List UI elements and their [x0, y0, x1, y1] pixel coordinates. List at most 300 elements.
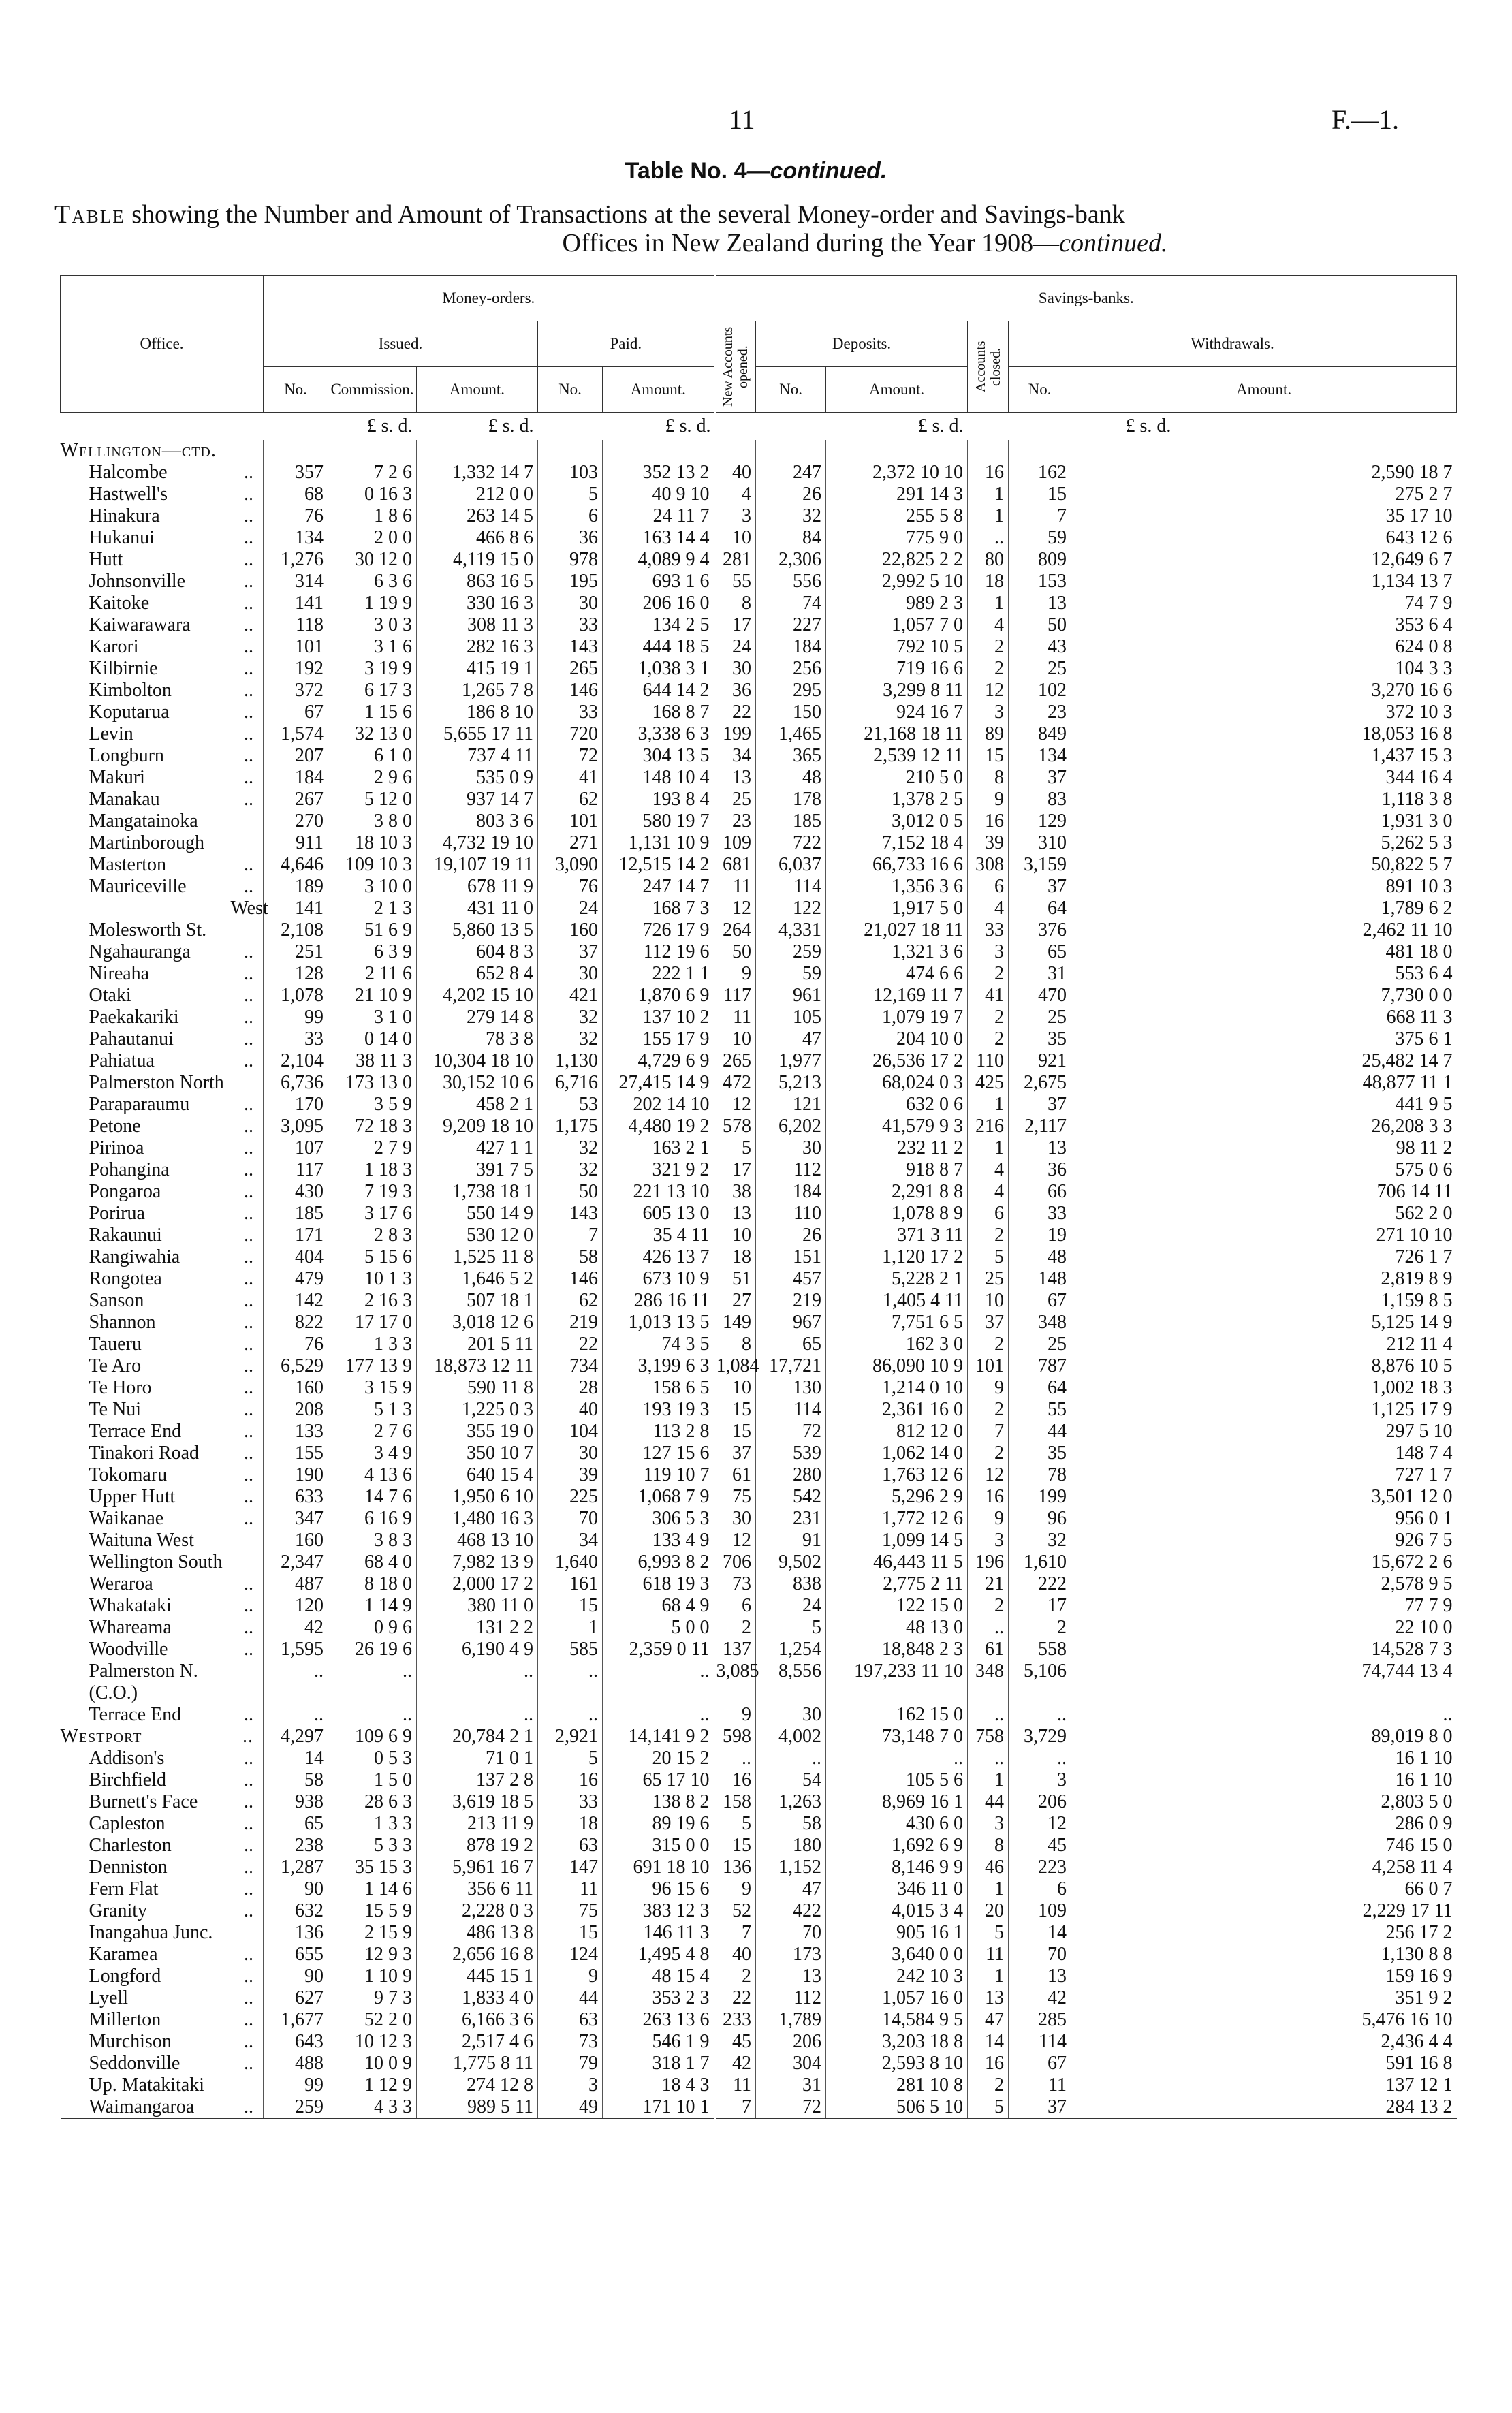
cell-paid-no: 2,921	[538, 1726, 603, 1748]
cell-new-accounts: 137	[715, 1639, 756, 1660]
cell-withdrawals-no: 83	[1009, 789, 1071, 810]
cell-withdrawals-no: 2,675	[1009, 1072, 1071, 1094]
cell-paid-amount: 318 1 7	[603, 2053, 715, 2075]
leader-dots: ..	[244, 1312, 253, 1333]
cell-office	[61, 1639, 264, 1660]
cell-new-accounts: 11	[715, 876, 756, 898]
cell-paid-amount: 96 15 6	[603, 1878, 715, 1900]
leader-dots: ..	[244, 1116, 253, 1137]
leader-dots: ..	[244, 1900, 253, 1921]
cell-office	[61, 1726, 264, 1748]
table-row	[61, 919, 1457, 941]
cell-paid-amount: 1,870 6 9	[603, 985, 715, 1007]
table-row	[61, 1159, 1457, 1181]
cell-commission: 177 13 9	[328, 1355, 417, 1377]
units-row	[61, 413, 1457, 441]
cell-issued-amount: 590 11 8	[417, 1377, 538, 1399]
cell-new-accounts: 7	[715, 2096, 756, 2119]
unit-amount-withdrawals: £ s. d.	[1125, 415, 1171, 437]
cell-issued-no: 6,529	[264, 1355, 328, 1377]
cell-issued-amount: 10,304 18 10	[417, 1050, 538, 1072]
caption-line2: Offices in New Zealand during the Year 1908—	[562, 229, 1060, 257]
cell-office	[61, 462, 264, 484]
cell-office	[61, 1704, 264, 1726]
cell-paid-amount: 48 15 4	[603, 1966, 715, 1987]
cell-deposits-amount: 1,057 16 0	[826, 1987, 968, 2009]
cell-office	[61, 1007, 264, 1028]
cell-issued-no: 2,108	[264, 919, 328, 941]
cell-withdrawals-no: 55	[1009, 1399, 1071, 1421]
cell-paid-no: 146	[538, 680, 603, 701]
cell-accounts-closed: 2	[968, 1595, 1009, 1617]
cell-withdrawals-no: 59	[1009, 527, 1071, 549]
cell-accounts-closed: 348	[968, 1660, 1009, 1682]
cell-issued-amount: 380 11 0	[417, 1595, 538, 1617]
office-name: Tokomaru	[89, 1464, 168, 1485]
cell-deposits-no: 219	[756, 1290, 826, 1312]
cell-paid-amount: 133 4 9	[603, 1530, 715, 1551]
cell-new-accounts: 9	[715, 1878, 756, 1900]
table-row	[61, 1442, 1457, 1464]
cell-accounts-closed: 2	[968, 2075, 1009, 2096]
cell-withdrawals-no: 96	[1009, 1508, 1071, 1530]
cell-withdrawals-no: 31	[1009, 963, 1071, 985]
cell-new-accounts: 472	[715, 1072, 756, 1094]
cell-commission: 51 6 9	[328, 919, 417, 941]
cell-paid-no: ..	[538, 1660, 603, 1682]
office-name: Wellington—ctd.	[60, 440, 217, 461]
cell-deposits-no: 65	[756, 1334, 826, 1355]
leader-dots: ..	[244, 1508, 253, 1529]
office-name: Waikanae	[89, 1508, 164, 1529]
cell-paid-amount: 1,068 7 9	[603, 1486, 715, 1508]
cell-issued-amount: 803 3 6	[417, 810, 538, 832]
cell-deposits-amount: 12,169 11 7	[826, 985, 968, 1007]
cell-deposits-no: 48	[756, 767, 826, 789]
cell-paid-amount: 605 13 0	[603, 1203, 715, 1225]
cell-commission: 5 15 6	[328, 1246, 417, 1268]
cell-deposits-amount: 1,356 3 6	[826, 876, 968, 898]
cell-new-accounts: 109	[715, 832, 756, 854]
cell-office	[61, 723, 264, 745]
cell-office	[61, 2075, 264, 2096]
office-name: Birchfield	[89, 1769, 167, 1791]
cell-paid-no: 72	[538, 745, 603, 767]
cell-issued-no: 133	[264, 1421, 328, 1442]
cell-paid-no	[538, 440, 603, 462]
cell-withdrawals-amount: 1,134 13 7	[1071, 571, 1457, 593]
cell-withdrawals-no: 3	[1009, 1769, 1071, 1791]
leader-dots: ..	[244, 593, 253, 614]
cell-deposits-no: 114	[756, 1399, 826, 1421]
office-name: Pirinoa	[89, 1137, 144, 1158]
cell-paid-no: 5	[538, 1748, 603, 1769]
cell-paid-amount: 546 1 9	[603, 2031, 715, 2053]
cell-issued-no: 99	[264, 1007, 328, 1028]
table-row	[61, 1878, 1457, 1900]
cell-issued-amount: 20,784 2 1	[417, 1726, 538, 1748]
cell-accounts-closed: 3	[968, 1813, 1009, 1835]
office-name: Hukanui	[89, 527, 155, 548]
cell-deposits-amount: 2,992 5 10	[826, 571, 968, 593]
cell-withdrawals-amount: 16 1 10	[1071, 1769, 1457, 1791]
cell-withdrawals-no: 199	[1009, 1486, 1071, 1508]
cell-paid-amount: 304 13 5	[603, 745, 715, 767]
cell-paid-no: 1,175	[538, 1116, 603, 1137]
cell-paid-no: 28	[538, 1377, 603, 1399]
cell-issued-no: 632	[264, 1900, 328, 1922]
cell-withdrawals-no: 114	[1009, 2031, 1071, 2053]
office-name: Pongaroa	[89, 1181, 161, 1202]
cell-withdrawals-amount: 1,002 18 3	[1071, 1377, 1457, 1399]
cell-withdrawals-amount: 159 16 9	[1071, 1966, 1457, 1987]
cell-paid-no: 63	[538, 1835, 603, 1857]
cell-deposits-no: ..	[756, 1748, 826, 1769]
leader-dots: ..	[244, 1203, 253, 1224]
cell-commission: 2 16 3	[328, 1290, 417, 1312]
cell-office	[61, 1290, 264, 1312]
cell-deposits-amount: 3,203 18 8	[826, 2031, 968, 2053]
cell-withdrawals-amount	[1071, 1682, 1457, 1704]
table-row	[61, 832, 1457, 854]
cell-deposits-amount: 1,405 4 11	[826, 1290, 968, 1312]
cell-issued-no: 1,574	[264, 723, 328, 745]
cell-issued-amount: 2,228 0 3	[417, 1900, 538, 1922]
cell-deposits-amount: 474 6 6	[826, 963, 968, 985]
leader-dots: ..	[244, 963, 253, 984]
office-name: Petone	[89, 1116, 141, 1137]
cell-paid-amount: 168 7 3	[603, 898, 715, 919]
cell-office	[61, 2053, 264, 2075]
caption-lead: Table	[54, 200, 125, 229]
cell-new-accounts: 8	[715, 593, 756, 614]
cell-deposits-no: 70	[756, 1922, 826, 1944]
cell-deposits-amount: 204 10 0	[826, 1028, 968, 1050]
leader-dots: ..	[244, 505, 253, 526]
office-name: Murchison	[89, 2031, 172, 2052]
cell-withdrawals-no: 17	[1009, 1595, 1071, 1617]
leader-dots: ..	[244, 571, 253, 592]
cell-issued-no: 160	[264, 1377, 328, 1399]
cell-issued-amount: 863 16 5	[417, 571, 538, 593]
cell-accounts-closed: 5	[968, 1246, 1009, 1268]
cell-deposits-amount: 346 11 0	[826, 1878, 968, 1900]
cell-withdrawals-no: 206	[1009, 1791, 1071, 1813]
cell-withdrawals-amount: 7,730 0 0	[1071, 985, 1457, 1007]
cell-commission: 2 1 3	[328, 898, 417, 919]
cell-deposits-amount: 1,692 6 9	[826, 1835, 968, 1857]
cell-office	[61, 1508, 264, 1530]
cell-deposits-no: 72	[756, 1421, 826, 1442]
office-name: Pahautanui	[89, 1028, 174, 1050]
cell-commission: 1 14 6	[328, 1878, 417, 1900]
cell-accounts-closed: 2	[968, 1225, 1009, 1246]
cell-withdrawals-no: 921	[1009, 1050, 1071, 1072]
cell-paid-no	[538, 1682, 603, 1704]
cell-commission: 15 5 9	[328, 1900, 417, 1922]
col-deposits: Deposits.	[756, 321, 968, 367]
cell-accounts-closed: 2	[968, 636, 1009, 658]
cell-paid-amount: ..	[603, 1660, 715, 1682]
cell-deposits-no: 722	[756, 832, 826, 854]
cell-issued-no: 6,736	[264, 1072, 328, 1094]
cell-issued-amount: 5,961 16 7	[417, 1857, 538, 1878]
cell-deposits-no: 58	[756, 1813, 826, 1835]
cell-issued-amount: 391 7 5	[417, 1159, 538, 1181]
cell-issued-no: 404	[264, 1246, 328, 1268]
cell-office	[61, 1966, 264, 1987]
cell-new-accounts: 73	[715, 1573, 756, 1595]
cell-deposits-amount: 1,214 0 10	[826, 1377, 968, 1399]
cell-paid-amount: 1,013 13 5	[603, 1312, 715, 1334]
cell-withdrawals-amount: 5,262 5 3	[1071, 832, 1457, 854]
table-row	[61, 1835, 1457, 1857]
table-title-suffix: —continued.	[746, 158, 887, 184]
cell-withdrawals-amount: 148 7 4	[1071, 1442, 1457, 1464]
cell-paid-no: 7	[538, 1225, 603, 1246]
cell-deposits-no	[756, 440, 826, 462]
cell-new-accounts: 9	[715, 1704, 756, 1726]
leader-dots: ..	[242, 1726, 253, 1747]
cell-paid-amount: 263 13 6	[603, 2009, 715, 2031]
cell-withdrawals-amount: 74 7 9	[1071, 593, 1457, 614]
cell-paid-amount: 127 15 6	[603, 1442, 715, 1464]
office-name: Otaki	[89, 985, 131, 1006]
cell-new-accounts: 38	[715, 1181, 756, 1203]
cell-issued-amount	[417, 1682, 538, 1704]
cell-commission: 17 17 0	[328, 1312, 417, 1334]
cell-deposits-no: 130	[756, 1377, 826, 1399]
cell-issued-amount: 445 15 1	[417, 1966, 538, 1987]
cell-paid-no: 9	[538, 1966, 603, 1987]
table-row	[61, 1748, 1457, 1769]
cell-paid-amount: 148 10 4	[603, 767, 715, 789]
table-row	[61, 593, 1457, 614]
table-row	[61, 723, 1457, 745]
cell-issued-no: 822	[264, 1312, 328, 1334]
cell-issued-amount: 2,000 17 2	[417, 1573, 538, 1595]
cell-withdrawals-no: 109	[1009, 1900, 1071, 1922]
cell-paid-no: 49	[538, 2096, 603, 2119]
cell-office	[61, 1551, 264, 1573]
leader-dots: ..	[244, 2096, 253, 2117]
cell-paid-no: 32	[538, 1028, 603, 1050]
cell-deposits-amount: 5,228 2 1	[826, 1268, 968, 1290]
cell-withdrawals-no: 19	[1009, 1225, 1071, 1246]
cell-withdrawals-amount: 2,229 17 11	[1071, 1900, 1457, 1922]
cell-deposits-no: 184	[756, 1181, 826, 1203]
leader-dots: ..	[244, 1464, 253, 1485]
table-row	[61, 2009, 1457, 2031]
cell-issued-no: 58	[264, 1769, 328, 1791]
cell-issued-amount: 5,655 17 11	[417, 723, 538, 745]
cell-issued-amount: 427 1 1	[417, 1137, 538, 1159]
cell-paid-no: 6,716	[538, 1072, 603, 1094]
cell-paid-amount: 65 17 10	[603, 1769, 715, 1791]
cell-office	[61, 1573, 264, 1595]
office-name: Westport	[60, 1726, 142, 1747]
cell-commission: 7 19 3	[328, 1181, 417, 1203]
table-row	[61, 1900, 1457, 1922]
cell-withdrawals-amount: 668 11 3	[1071, 1007, 1457, 1028]
cell-issued-amount: 3,619 18 5	[417, 1791, 538, 1813]
cell-paid-no: 271	[538, 832, 603, 854]
cell-withdrawals-amount: 77 7 9	[1071, 1595, 1457, 1617]
leader-dots: ..	[244, 1486, 253, 1507]
cell-withdrawals-amount: 137 12 1	[1071, 2075, 1457, 2096]
table-row	[61, 1268, 1457, 1290]
leader-dots: ..	[244, 1377, 253, 1398]
cell-deposits-amount: 4,015 3 4	[826, 1900, 968, 1922]
cell-issued-no: 184	[264, 767, 328, 789]
cell-deposits-no: 259	[756, 941, 826, 963]
cell-accounts-closed: 3	[968, 1530, 1009, 1551]
cell-issued-amount: 1,646 5 2	[417, 1268, 538, 1290]
office-name: Hastwell's	[89, 484, 168, 505]
cell-issued-no: 487	[264, 1573, 328, 1595]
cell-withdrawals-no: 35	[1009, 1028, 1071, 1050]
cell-paid-no: 16	[538, 1769, 603, 1791]
cell-accounts-closed: 5	[968, 1922, 1009, 1944]
cell-withdrawals-amount: 104 3 3	[1071, 658, 1457, 680]
cell-commission: 3 10 0	[328, 876, 417, 898]
cell-new-accounts: 281	[715, 549, 756, 571]
cell-withdrawals-no: 14	[1009, 1922, 1071, 1944]
cell-issued-amount: 530 12 0	[417, 1225, 538, 1246]
table-row	[61, 1072, 1457, 1094]
cell-issued-no: 357	[264, 462, 328, 484]
cell-issued-amount: ..	[417, 1660, 538, 1682]
cell-withdrawals-amount: 66 0 7	[1071, 1878, 1457, 1900]
cell-issued-amount: 6,166 3 6	[417, 2009, 538, 2031]
office-name: Manakau	[89, 789, 160, 810]
cell-commission: 3 8 0	[328, 810, 417, 832]
cell-issued-no: 42	[264, 1617, 328, 1639]
cell-withdrawals-amount: 1,789 6 2	[1071, 898, 1457, 919]
cell-deposits-no: 74	[756, 593, 826, 614]
cell-office	[61, 1987, 264, 2009]
cell-paid-no: 44	[538, 1987, 603, 2009]
leader-dots: ..	[244, 1966, 253, 1987]
cell-deposits-no: 178	[756, 789, 826, 810]
leader-dots: ..	[244, 985, 253, 1006]
cell-paid-amount: 353 2 3	[603, 1987, 715, 2009]
cell-issued-no: 2,347	[264, 1551, 328, 1573]
cell-new-accounts: 265	[715, 1050, 756, 1072]
cell-withdrawals-amount: 212 11 4	[1071, 1334, 1457, 1355]
office-name: Koputarua	[89, 701, 170, 723]
cell-office	[61, 941, 264, 963]
cell-new-accounts: 2	[715, 1617, 756, 1639]
leader-dots: ..	[244, 1399, 253, 1420]
table-row	[61, 1704, 1457, 1726]
cell-commission: 2 7 9	[328, 1137, 417, 1159]
cell-accounts-closed: 11	[968, 1944, 1009, 1966]
leader-dots: ..	[244, 1246, 253, 1267]
table-row	[61, 745, 1457, 767]
cell-accounts-closed: 1	[968, 1137, 1009, 1159]
table-title-main: Table No. 4	[625, 158, 747, 184]
cell-commission: 10 12 3	[328, 2031, 417, 2053]
cell-commission: 4 3 3	[328, 2096, 417, 2119]
cell-deposits-amount: 1,772 12 6	[826, 1508, 968, 1530]
cell-deposits-amount: 2,539 12 11	[826, 745, 968, 767]
cell-withdrawals-no: 1,610	[1009, 1551, 1071, 1573]
col-withdrawals-no: No.	[1009, 367, 1071, 413]
cell-accounts-closed: 308	[968, 854, 1009, 876]
cell-commission: 173 13 0	[328, 1072, 417, 1094]
cell-withdrawals-amount: 562 2 0	[1071, 1203, 1457, 1225]
leader-dots: ..	[244, 680, 253, 701]
office-name: Nireaha	[89, 963, 150, 984]
cell-deposits-amount: 2,372 10 10	[826, 462, 968, 484]
cell-accounts-closed: 14	[968, 2031, 1009, 2053]
cell-commission: 2 7 6	[328, 1421, 417, 1442]
office-name: Weraroa	[89, 1573, 153, 1594]
leader-dots: ..	[244, 1355, 253, 1376]
table-row	[61, 1225, 1457, 1246]
unit-amount-issued: £ s. d.	[488, 415, 534, 437]
cell-withdrawals-amount: 1,931 3 0	[1071, 810, 1457, 832]
cell-issued-no: 33	[264, 1028, 328, 1050]
cell-deposits-amount: ..	[826, 1748, 968, 1769]
office-name: Mauriceville	[89, 876, 187, 897]
cell-issued-no: 314	[264, 571, 328, 593]
cell-deposits-amount: 46,443 11 5	[826, 1551, 968, 1573]
cell-paid-no: 32	[538, 1007, 603, 1028]
cell-issued-amount: 989 5 11	[417, 2096, 538, 2119]
cell-deposits-no: 180	[756, 1835, 826, 1857]
cell-paid-amount: 20 15 2	[603, 1748, 715, 1769]
col-accounts-closed	[968, 321, 1009, 413]
cell-new-accounts: 10	[715, 1028, 756, 1050]
cell-deposits-no: 304	[756, 2053, 826, 2075]
cell-paid-amount: 137 10 2	[603, 1007, 715, 1028]
office-name: Hinakura	[89, 505, 160, 526]
cell-new-accounts: 51	[715, 1268, 756, 1290]
unit-amount-deposits: £ s. d.	[917, 415, 964, 437]
cell-commission: 14 7 6	[328, 1486, 417, 1508]
cell-withdrawals-no: 2,117	[1009, 1116, 1071, 1137]
cell-paid-amount: 426 13 7	[603, 1246, 715, 1268]
cell-commission: 2 9 6	[328, 767, 417, 789]
cell-deposits-no: 227	[756, 614, 826, 636]
cell-issued-amount: 678 11 9	[417, 876, 538, 898]
cell-paid-amount: 693 1 6	[603, 571, 715, 593]
cell-issued-amount: 1,738 18 1	[417, 1181, 538, 1203]
cell-deposits-no: 54	[756, 1769, 826, 1791]
col-deposits-amount: Amount.	[826, 367, 968, 413]
cell-issued-no: 189	[264, 876, 328, 898]
cell-issued-no: 136	[264, 1922, 328, 1944]
table-row	[61, 1617, 1457, 1639]
cell-office	[61, 1682, 264, 1704]
cell-withdrawals-amount: 297 5 10	[1071, 1421, 1457, 1442]
cell-office	[61, 1857, 264, 1878]
office-name: Woodville	[89, 1639, 168, 1660]
cell-office	[61, 1530, 264, 1551]
cell-paid-no: 63	[538, 2009, 603, 2031]
table-row	[61, 549, 1457, 571]
cell-withdrawals-no: 42	[1009, 1987, 1071, 2009]
cell-accounts-closed: 44	[968, 1791, 1009, 1813]
cell-withdrawals-amount: 2,590 18 7	[1071, 462, 1457, 484]
leader-dots: ..	[244, 1987, 253, 2008]
cell-paid-no: 22	[538, 1334, 603, 1355]
cell-new-accounts: 24	[715, 636, 756, 658]
cell-deposits-amount: 989 2 3	[826, 593, 968, 614]
cell-new-accounts: 36	[715, 680, 756, 701]
